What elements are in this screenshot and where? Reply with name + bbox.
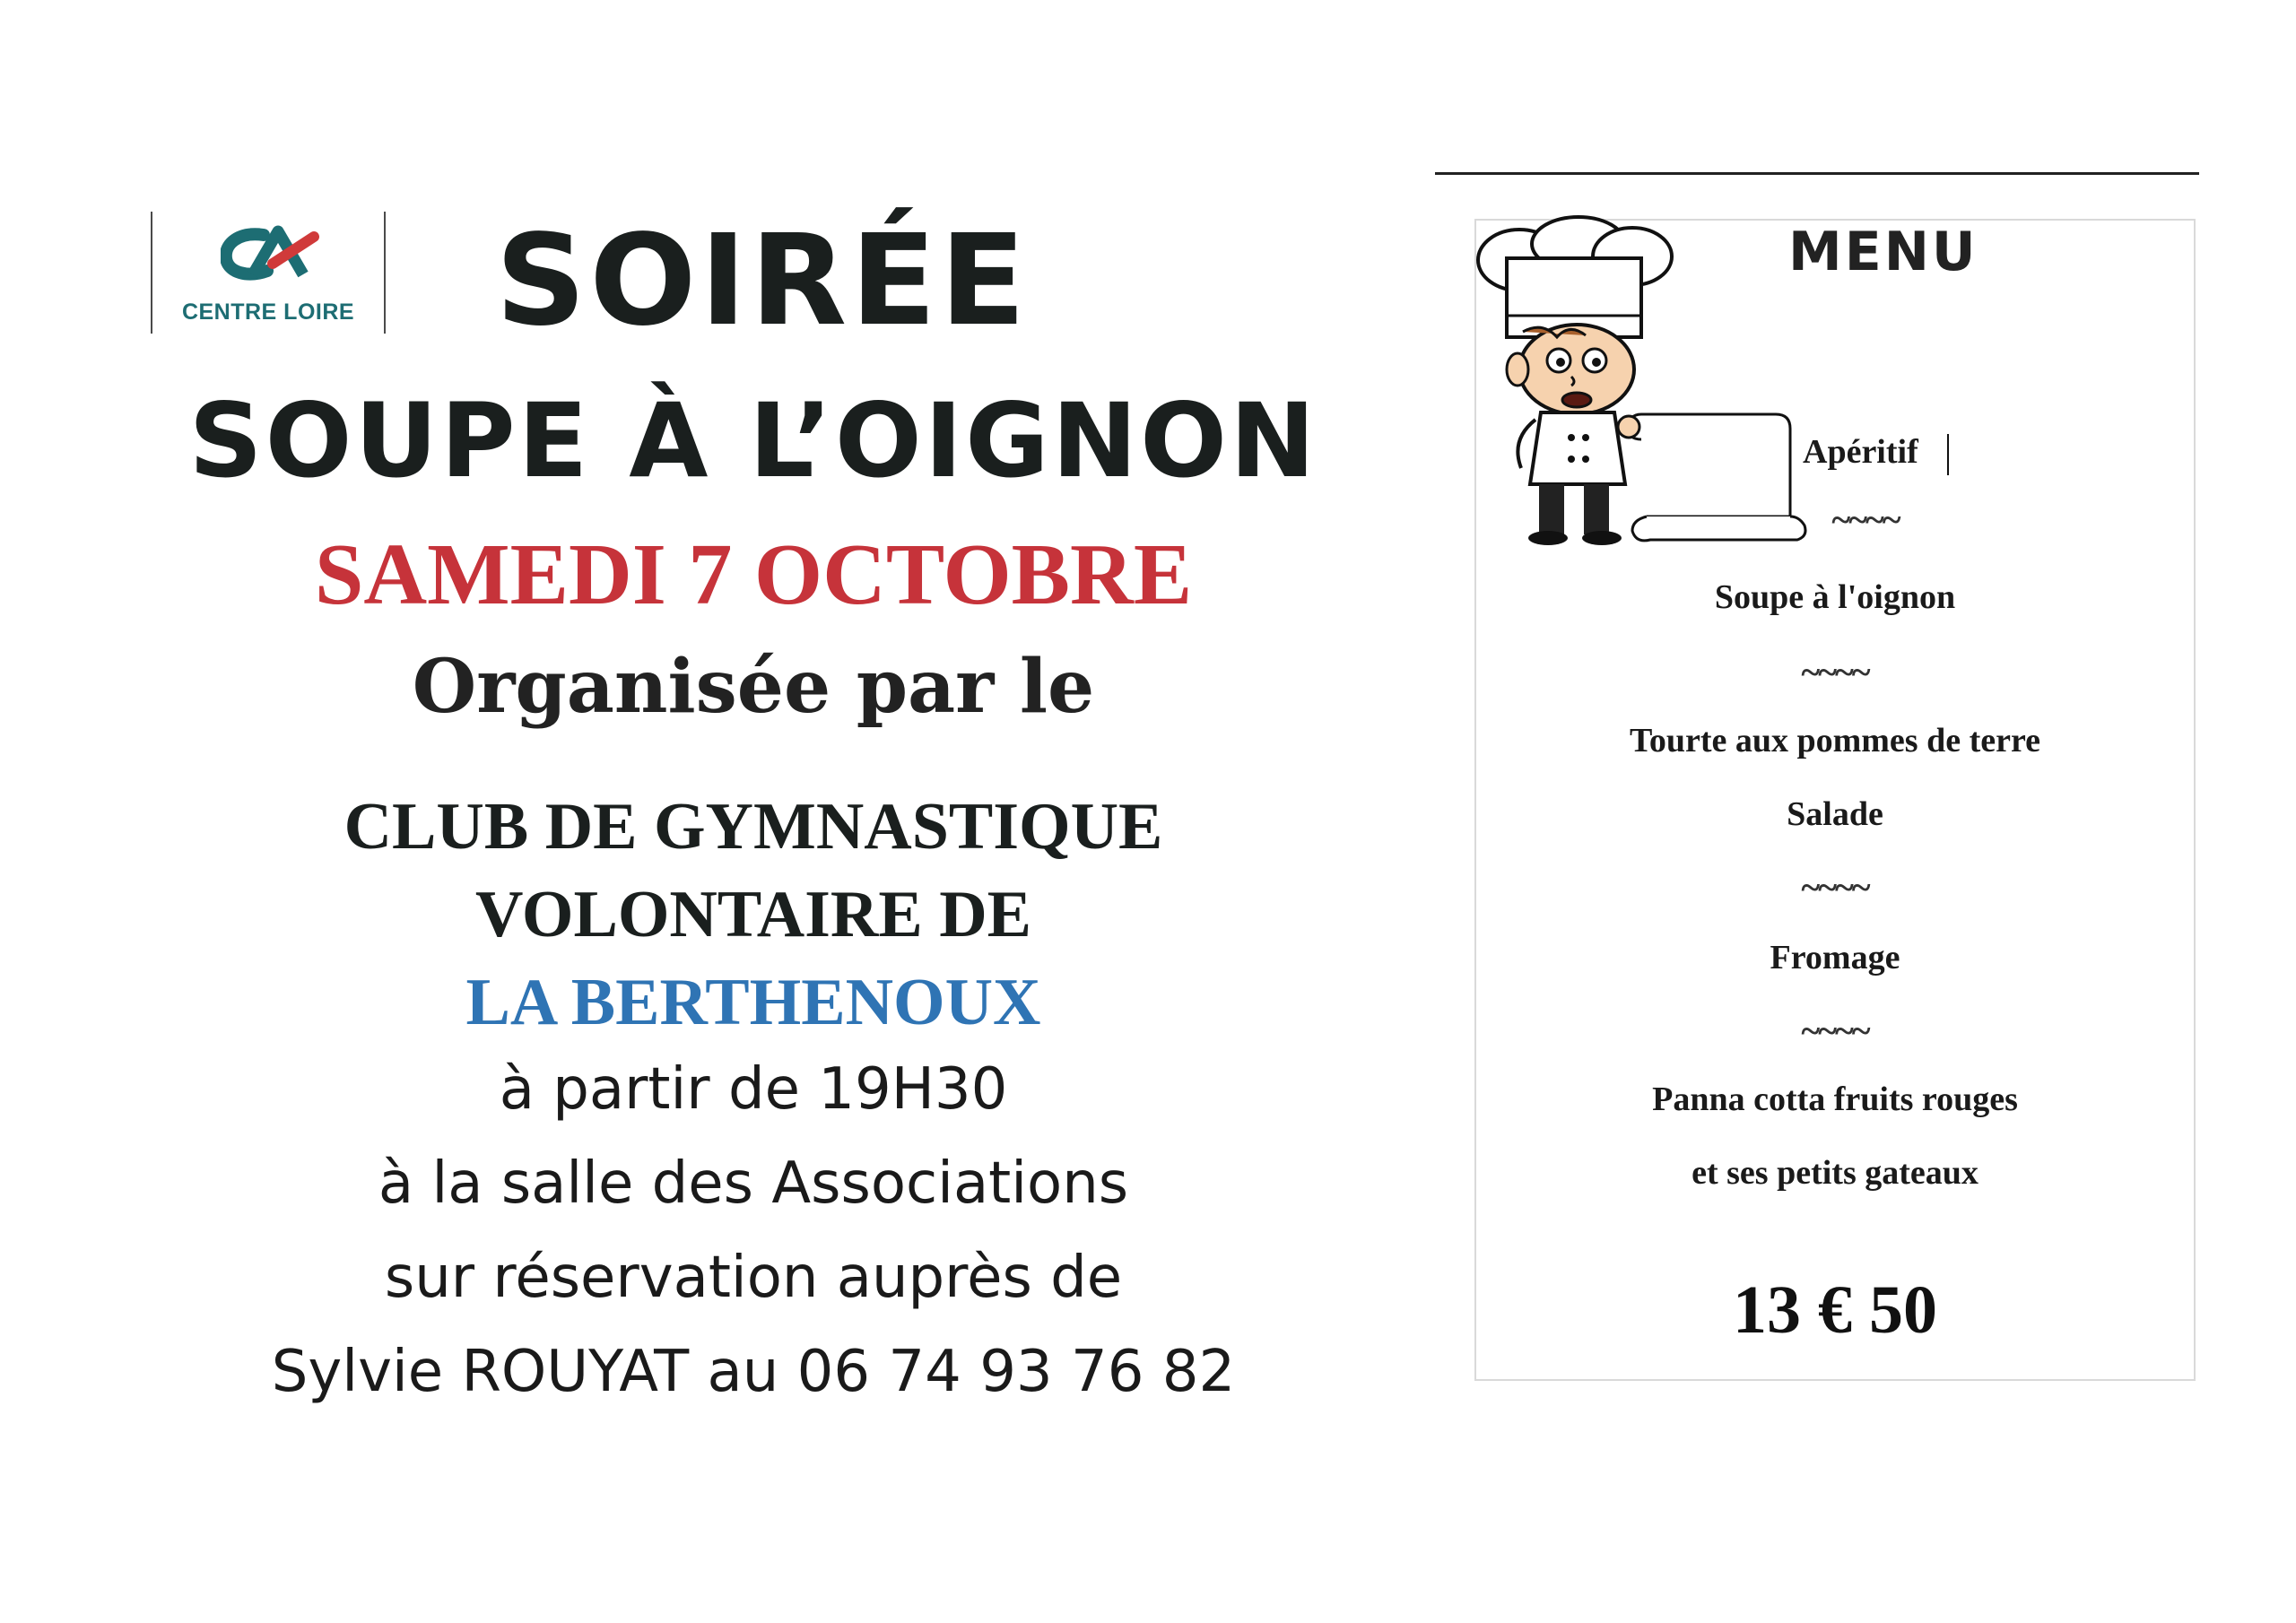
menu-title: MENU	[1788, 221, 1979, 283]
club-name-line: CLUB DE GYMNASTIQUE	[344, 790, 1163, 864]
menu-aperitif: Apéritif	[1803, 433, 1918, 471]
event-date: SAMEDI 7 OCTOBRE	[314, 526, 1193, 623]
menu-item: Panna cotta fruits rouges	[1652, 1081, 2018, 1118]
bank-logo	[151, 212, 386, 334]
club-name-line: VOLONTAIRE DE	[474, 878, 1032, 951]
reservation-note: sur réservation auprès de	[384, 1245, 1123, 1311]
poster-title: SOIRÉE	[495, 208, 1030, 354]
top-divider	[1435, 172, 2199, 175]
menu-item: Salade	[1787, 795, 1883, 833]
club-location: LA BERTHENOUX	[465, 966, 1041, 1039]
organised-by: Organisée par le	[412, 644, 1095, 730]
menu-price: 13 € 50	[1733, 1272, 1937, 1348]
menu-separator: ~~~~	[1831, 499, 1900, 540]
menu-item: Fromage	[1770, 939, 1900, 976]
credit-agricole-logo-icon	[221, 224, 319, 289]
menu-item: Tourte aux pommes de terre	[1629, 722, 2041, 759]
reservation-contact: Sylvie ROUYAT au 06 74 93 76 82	[271, 1339, 1236, 1405]
menu-item: et ses petits gateaux	[1692, 1154, 1979, 1192]
logo-label: CENTRE LOIRE	[181, 299, 355, 325]
menu-separator: ~~~~	[1801, 867, 1869, 907]
chef-illustration-icon	[1471, 215, 1812, 547]
event-venue: à la salle des Associations	[378, 1150, 1129, 1217]
text-cursor	[1947, 434, 1949, 475]
event-time: à partir de 19H30	[499, 1056, 1008, 1123]
menu-separator: ~~~~	[1801, 652, 1869, 692]
poster-subtitle: SOUPE À L’OIGNON	[188, 381, 1318, 500]
menu-separator: ~~~~	[1801, 1011, 1869, 1051]
menu-item: Soupe à l'oignon	[1714, 578, 1956, 616]
